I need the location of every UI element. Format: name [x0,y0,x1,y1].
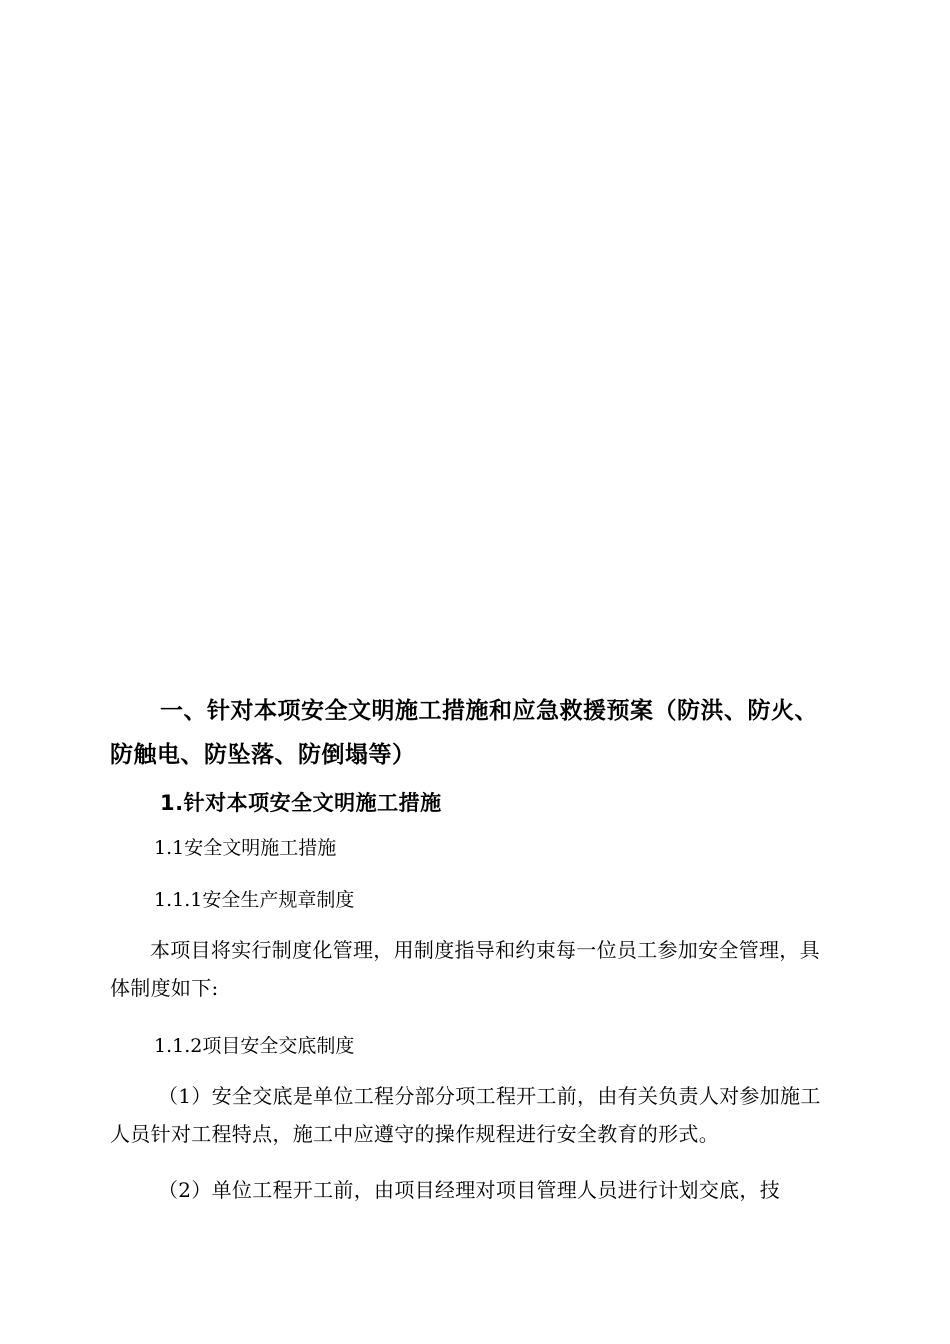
subsection-heading-1-1-1: 1.1.1安全生产规章制度 [154,889,355,911]
list-item-2: （2）单位工程开工前，由项目经理对项目管理人员进行计划交底，技 [158,1178,781,1202]
subsection-heading-1-1: 1.1安全文明施工措施 [154,837,337,859]
document-body [110,689,840,1209]
section-heading: 1.针对本项安全文明施工措施 [160,791,442,815]
intro-paragraph: 本项目将实行制度化管理，用制度指导和约束每一位员工参加安全管理，具体制度如下: [110,938,820,1000]
subsection-heading-1-1-2: 1.1.2项目安全交底制度 [154,1035,355,1057]
chapter-heading: 一、针对本项安全文明施工措施和应急救援预案（防洪、防火、防触电、防坠落、防倒塌等） [110,698,818,768]
list-item-1: （1）安全交底是单位工程分部分项工程开工前，由有关负责人对参加施工人员针对工程特点，施工中应遵守的操作规程进行安全教育的形式。 [110,1084,821,1146]
